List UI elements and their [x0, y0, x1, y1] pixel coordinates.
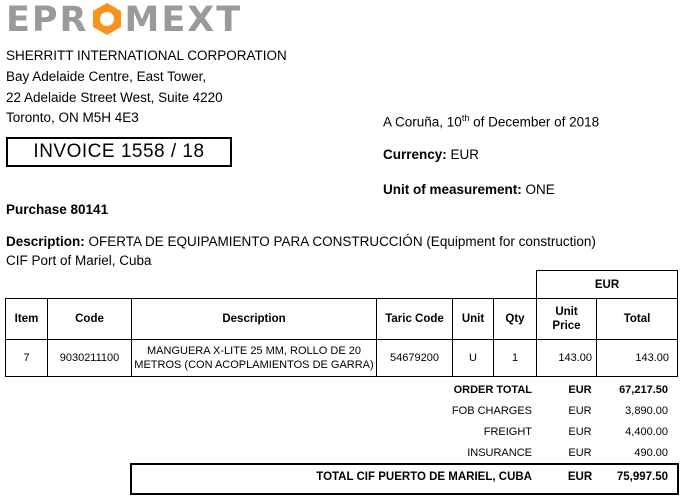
company-logo [6, 0, 242, 40]
cell-item: 7 [6, 340, 48, 377]
unit-of-measurement-line: Unit of measurement: ONE [383, 182, 555, 197]
cell-unit-price: 143.00 [537, 340, 597, 377]
client-address-line1: Bay Adelaide Centre, East Tower, [6, 69, 207, 84]
client-address-line2: 22 Adelaide Street West, Suite 4220 [6, 90, 223, 105]
col-header-code: Code [48, 299, 132, 340]
col-header-unit-price: Unit Price [537, 299, 597, 340]
logo-text-left: EPR [6, 0, 89, 40]
cell-unit: U [453, 340, 494, 377]
cell-qty: 1 [494, 340, 537, 377]
cell-code: 9030211100 [48, 340, 132, 377]
table-row [6, 340, 678, 377]
purchase-number: Purchase 80141 [6, 202, 109, 217]
order-description: Description: OFERTA DE EQUIPAMIENTO PARA CONSTRUCCIÓN (Equipment for construction) CIF Port of Mariel, Cuba [6, 234, 596, 268]
col-header-qty: Qty [494, 299, 537, 340]
col-header-total: Total [597, 299, 678, 340]
eur-group-header: EUR [537, 271, 678, 299]
col-header-taric-code: Taric Code [377, 299, 453, 340]
cell-total: 143.00 [597, 340, 678, 377]
col-header-description: Description [132, 299, 377, 340]
client-name: SHERRITT INTERNATIONAL CORPORATION [6, 48, 287, 63]
col-header-unit: Unit [453, 299, 494, 340]
invoice-number-box: INVOICE 1558 / 18 [6, 137, 232, 167]
cell-taric-code: 54679200 [377, 340, 453, 377]
col-header-item: Item [6, 299, 48, 340]
client-address-line3: Toronto, ON M5H 4E3 [6, 110, 139, 125]
items-table [5, 270, 678, 377]
invoice-date: A Coruña, 10th of December of 2018 [383, 113, 600, 130]
cell-description: MANGUERA X-LITE 25 MM, ROLLO DE 20 METROS (CON ACOPLAMIENTOS DE GARRA) [132, 340, 377, 377]
hexagon-nut-icon [90, 2, 124, 36]
logo-text-right: MEXT [124, 0, 243, 40]
currency-line: Currency: EUR [383, 147, 480, 162]
